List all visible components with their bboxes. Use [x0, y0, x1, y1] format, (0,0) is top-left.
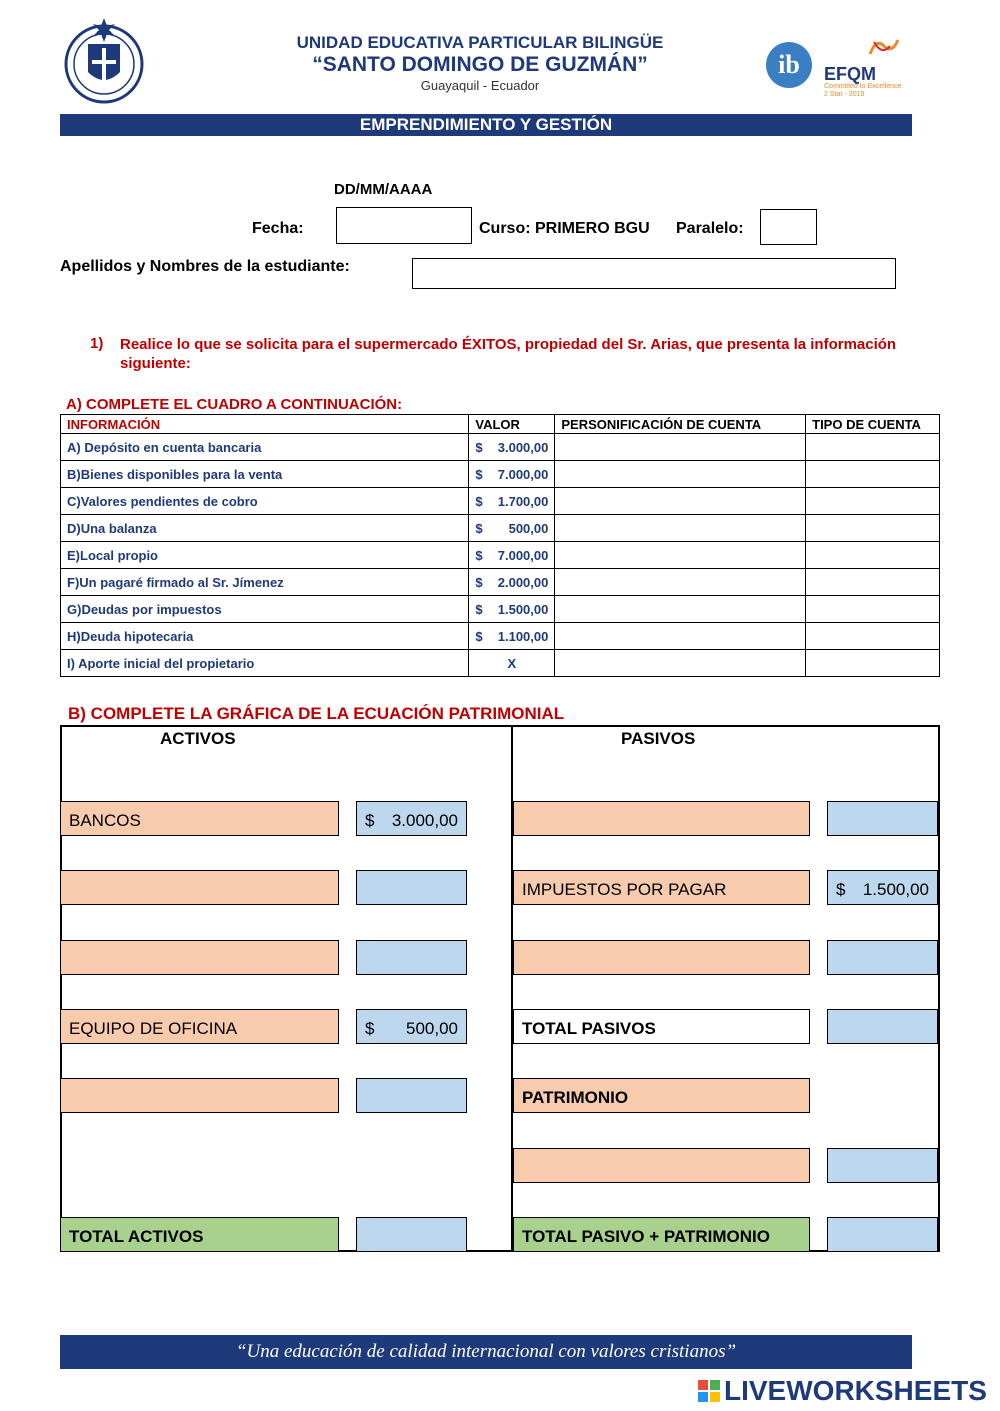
currency-symbol: $: [475, 439, 483, 455]
info-table: [60, 414, 940, 677]
impuestos-currency: $: [836, 880, 846, 899]
activo-value-5[interactable]: [356, 1078, 467, 1113]
ib-logo: [766, 42, 812, 88]
total-activos-value[interactable]: [356, 1217, 467, 1252]
nombre-input[interactable]: [412, 258, 896, 289]
personificacion-input[interactable]: [555, 650, 806, 677]
amount: 3.000,00: [497, 439, 549, 455]
table-row: [61, 515, 940, 542]
table-row: [61, 488, 940, 515]
pasivo-label-1[interactable]: [513, 801, 810, 836]
tipo-cuenta-input[interactable]: [806, 434, 940, 461]
activo-label-3[interactable]: [60, 940, 339, 975]
footer-motto: “Una educación de calidad internacional con valores cristianos”: [235, 1341, 737, 1362]
value-cell: [469, 623, 555, 650]
curso-label: Curso: PRIMERO BGU: [479, 220, 650, 237]
school-name-main: “SANTO DOMINGO DE GUZMÁN”: [312, 53, 648, 76]
equipo-label: EQUIPO DE OFICINA: [69, 1019, 238, 1038]
total-activos-cell: [60, 1217, 339, 1252]
impuestos-label: IMPUESTOS POR PAGAR: [522, 880, 727, 899]
pasivo-value-1[interactable]: [827, 801, 938, 836]
paralelo-label: Paralelo:: [676, 220, 744, 237]
activo-value-2[interactable]: [356, 870, 467, 905]
personificacion-input[interactable]: [555, 596, 806, 623]
school-name: UNIDAD EDUCATIVA PARTICULAR BILINGÜE: [296, 33, 664, 52]
liveworksheets-icon: [698, 1380, 720, 1402]
total-pasivo-patrimonio-label: TOTAL PASIVO + PATRIMONIO: [522, 1227, 770, 1246]
table-row: [61, 569, 940, 596]
tipo-cuenta-input[interactable]: [806, 650, 940, 677]
info-cell: F)Un pagaré firmado al Sr. Jímenez: [61, 569, 469, 596]
tipo-cuenta-input[interactable]: [806, 515, 940, 542]
personificacion-input[interactable]: [555, 515, 806, 542]
school-crest: [58, 14, 150, 108]
activo-label-1[interactable]: [60, 801, 339, 836]
table-row: [61, 596, 940, 623]
currency-symbol: $: [475, 601, 483, 617]
tipo-cuenta-input[interactable]: [806, 623, 940, 650]
liveworksheets-logo: [698, 1376, 987, 1406]
total-pasivos-cell: [513, 1009, 810, 1044]
info-cell: E)Local propio: [61, 542, 469, 569]
col-informacion: INFORMACIÓN: [61, 415, 469, 434]
pasivo-label-3[interactable]: [513, 940, 810, 975]
value-cell: [469, 569, 555, 596]
activo-label-5[interactable]: [60, 1078, 339, 1113]
activo-label-2[interactable]: [60, 870, 339, 905]
personificacion-input[interactable]: [555, 569, 806, 596]
pasivo-value-3[interactable]: [827, 940, 938, 975]
amount: 7.000,00: [497, 466, 549, 482]
footer-bar: [60, 1335, 912, 1369]
value-cell: [469, 650, 555, 677]
tipo-cuenta-input[interactable]: [806, 461, 940, 488]
value-cell: [469, 434, 555, 461]
impuestos-value: 1.500,00: [862, 880, 929, 899]
fecha-input[interactable]: [336, 207, 472, 244]
total-pasivos-value[interactable]: [827, 1009, 938, 1044]
instruction-text: Realice lo que se solicita para el supermercado ÉXITOS, propiedad del Sr. Arias, que presenta la información siguiente:: [120, 336, 897, 372]
total-activos-label: TOTAL ACTIVOS: [69, 1227, 204, 1246]
amount: 500,00: [508, 520, 549, 536]
personificacion-input[interactable]: [555, 623, 806, 650]
activos-heading: ACTIVOS: [160, 729, 236, 748]
amount: 1.500,00: [497, 601, 549, 617]
col-valor: VALOR: [469, 415, 555, 434]
tipo-cuenta-input[interactable]: [806, 569, 940, 596]
info-cell: C)Valores pendientes de cobro: [61, 488, 469, 515]
value-cell: [469, 488, 555, 515]
currency-symbol: $: [475, 547, 483, 563]
efqm-logo-text: EFQM: [824, 64, 876, 84]
nombre-label: Apellidos y Nombres de la estudiante:: [60, 258, 350, 275]
amount: 2.000,00: [497, 574, 549, 590]
currency-symbol: $: [475, 520, 483, 536]
efqm-sub1: Committed to Excellence: [824, 83, 902, 90]
currency-symbol: $: [475, 493, 483, 509]
section-b-title: B) COMPLETE LA GRÁFICA DE LA ECUACIÓN PATRIMONIAL: [68, 704, 565, 723]
total-pasivos-label: TOTAL PASIVOS: [522, 1019, 656, 1038]
patrimonio-label: PATRIMONIO: [522, 1088, 629, 1107]
tipo-cuenta-input[interactable]: [806, 596, 940, 623]
currency-symbol: $: [475, 628, 483, 644]
currency-symbol: $: [475, 574, 483, 590]
info-cell: I) Aporte inicial del propietario: [61, 650, 469, 677]
amount: 1.100,00: [497, 628, 549, 644]
table-row: [61, 623, 940, 650]
activo-value-3[interactable]: [356, 940, 467, 975]
pasivo-value-2[interactable]: [827, 870, 938, 905]
patrimonio-cell: [513, 1078, 810, 1113]
col-personificacion: PERSONIFICACIÓN DE CUENTA: [555, 415, 806, 434]
date-format-hint: DD/MM/AAAA: [334, 181, 433, 198]
table-header-row: [61, 415, 940, 434]
personificacion-input[interactable]: [555, 488, 806, 515]
table-row: [61, 650, 940, 677]
instruction-number: 1): [90, 335, 104, 352]
activo-value-1[interactable]: [356, 801, 467, 836]
col-tipo: TIPO DE CUENTA: [806, 415, 940, 434]
ib-logo-text: ib: [778, 50, 800, 79]
total-pasivo-patrimonio-value[interactable]: [827, 1217, 938, 1252]
amount: X: [507, 655, 517, 671]
amount: 7.000,00: [497, 547, 549, 563]
tipo-cuenta-input[interactable]: [806, 488, 940, 515]
total-pasivo-patrimonio-cell: [513, 1217, 810, 1252]
liveworksheets-brand: LIVEWORKSHEETS: [724, 1375, 987, 1406]
value-cell: [469, 461, 555, 488]
equipo-currency: $: [365, 1019, 375, 1038]
paralelo-input[interactable]: [760, 209, 817, 245]
info-cell: D)Una balanza: [61, 515, 469, 542]
table-row: [61, 542, 940, 569]
efqm-infinity-icon: [824, 36, 906, 60]
table-row: [61, 434, 940, 461]
bancos-label: BANCOS: [69, 811, 141, 830]
pasivo-label-2[interactable]: [513, 870, 810, 905]
activo-value-4[interactable]: [356, 1009, 467, 1044]
pasivos-heading: PASIVOS: [621, 729, 696, 748]
value-cell: [469, 542, 555, 569]
bancos-value: 3.000,00: [391, 811, 458, 830]
section-a-title: A) COMPLETE EL CUADRO A CONTINUACIÓN:: [66, 396, 403, 413]
personificacion-input[interactable]: [555, 542, 806, 569]
bancos-currency: $: [365, 811, 375, 830]
fecha-label: Fecha:: [252, 220, 304, 237]
activo-label-4[interactable]: [60, 1009, 339, 1044]
equipo-value: 500,00: [406, 1019, 458, 1038]
tipo-cuenta-input[interactable]: [806, 542, 940, 569]
patrimonio-label-1[interactable]: [513, 1148, 810, 1183]
value-cell: [469, 515, 555, 542]
info-cell: H)Deuda hipotecaria: [61, 623, 469, 650]
school-location: Guayaquil - Ecuador: [420, 78, 540, 93]
subject-bar: [60, 114, 912, 136]
efqm-logo: [824, 36, 906, 98]
subject-title: EMPRENDIMIENTO Y GESTIÓN: [359, 115, 613, 134]
amount: 1.700,00: [497, 493, 549, 509]
currency-symbol: $: [475, 466, 483, 482]
personificacion-input[interactable]: [555, 461, 806, 488]
info-cell: A) Depósito en cuenta bancaria: [61, 434, 469, 461]
table-row: [61, 461, 940, 488]
patrimonio-value-1[interactable]: [827, 1148, 938, 1183]
personificacion-input[interactable]: [555, 434, 806, 461]
value-cell: [469, 596, 555, 623]
efqm-sub2: 2 Star - 2019: [824, 91, 865, 98]
info-cell: G)Deudas por impuestos: [61, 596, 469, 623]
info-cell: B)Bienes disponibles para la venta: [61, 461, 469, 488]
